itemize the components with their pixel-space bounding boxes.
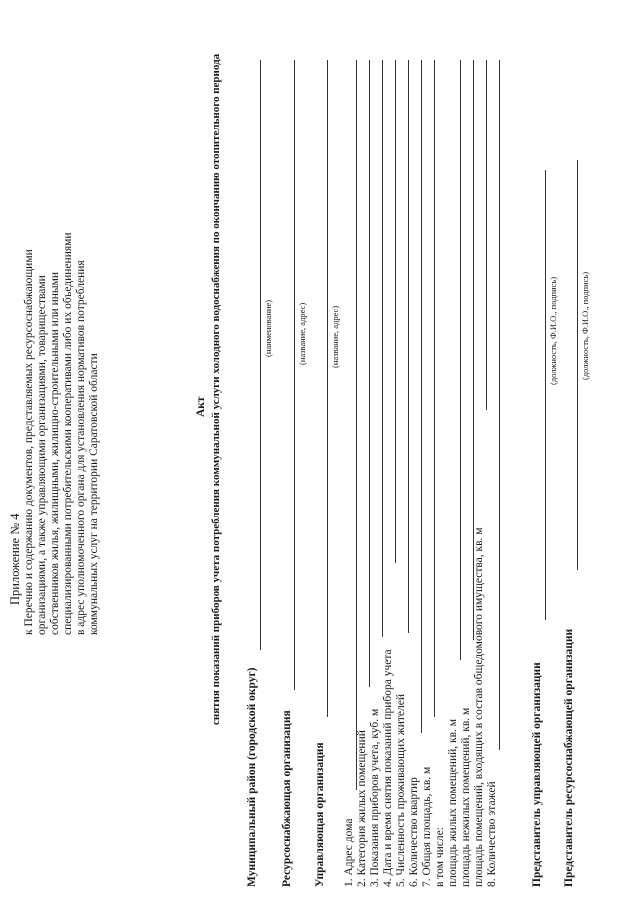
item-residents-line	[408, 60, 409, 633]
act-title: Акт	[195, 396, 207, 417]
municipal-caption: (наименование)	[263, 299, 273, 357]
item-total-area: 7. Общая площадь, кв. м	[421, 766, 433, 887]
item-apartments-line	[421, 60, 422, 733]
item-nonresidential-area: площадь нежилых помещений, кв. м	[460, 707, 472, 887]
resource-rep-label: Представитель ресурсоснабжающей организации	[563, 628, 575, 887]
resource-org-caption: (название, адрес)	[297, 302, 307, 365]
header-line-5: в адрес уполномоченного органа для установления нормативов потребления	[75, 260, 87, 635]
item-meter-readings-line	[382, 60, 383, 637]
municipal-line	[260, 60, 261, 650]
management-rep-label: Представитель управляющей организации	[531, 662, 543, 887]
management-org-line	[327, 60, 328, 717]
item-residential-area: площадь жилых помещений, кв. м	[447, 718, 459, 887]
item-common-property-area-line	[486, 60, 487, 410]
management-org-caption: (название, адрес)	[330, 305, 340, 368]
header-line-2: организациями, а также управляющими организациями, товариществами	[36, 275, 48, 635]
management-org-label: Управляющая организация	[314, 742, 326, 887]
item-category-line	[369, 60, 370, 687]
item-reading-datetime: 4. Дата и время снятия показаний прибора учета	[382, 649, 394, 887]
item-house-address: 1. Адрес дома	[343, 818, 355, 887]
item-reading-datetime-line	[395, 60, 396, 563]
header-line-3: собственников жилья, жилищными, жилищно-строительными или иными	[49, 271, 61, 635]
item-floors-line	[499, 60, 500, 750]
header-line-1: к Перечню и содержанию документов, представляемых ресурсоснабжающими	[23, 249, 35, 635]
resource-org-label: Ресурсоснабжающая организация	[281, 710, 293, 887]
management-rep-line	[545, 170, 546, 620]
header-line-4: специализированными потребительскими кооперативами либо их объединениями	[62, 232, 74, 635]
item-residents: 5. Численность проживающих жителей	[395, 694, 407, 887]
item-meter-readings: 3. Показания приборов учета, куб. м	[369, 708, 381, 887]
header-line-6: коммунальных услуг на территории Саратовской области	[88, 353, 100, 635]
resource-rep-caption: (должность, Ф.И.О., подпись)	[580, 271, 590, 380]
resource-rep-line	[577, 160, 578, 570]
resource-org-line	[294, 60, 295, 690]
item-apartments: 6. Количество квартир	[408, 777, 420, 887]
item-including: в том числе:	[434, 827, 446, 887]
item-residential-area-line	[460, 60, 461, 660]
item-common-property-area: площадь помещений, входящих в состав общедомового имущества, кв. м	[473, 527, 485, 887]
appendix-title: Приложение № 4	[8, 513, 22, 605]
item-floors: 8. Количество этажей	[486, 781, 498, 887]
act-subtitle: снятия показаний приборов учета потребления коммунальной услуги холодного водоснабжения по окончанию отопительного периода	[210, 53, 222, 725]
management-rep-caption: (должность, Ф.И.О., подпись)	[548, 276, 558, 385]
item-total-area-line	[434, 60, 435, 717]
municipal-label: Муниципальный район (городской округ)	[246, 667, 258, 887]
item-house-address-line	[356, 60, 357, 790]
item-category: 2. Категория жилых помещений	[356, 730, 368, 887]
